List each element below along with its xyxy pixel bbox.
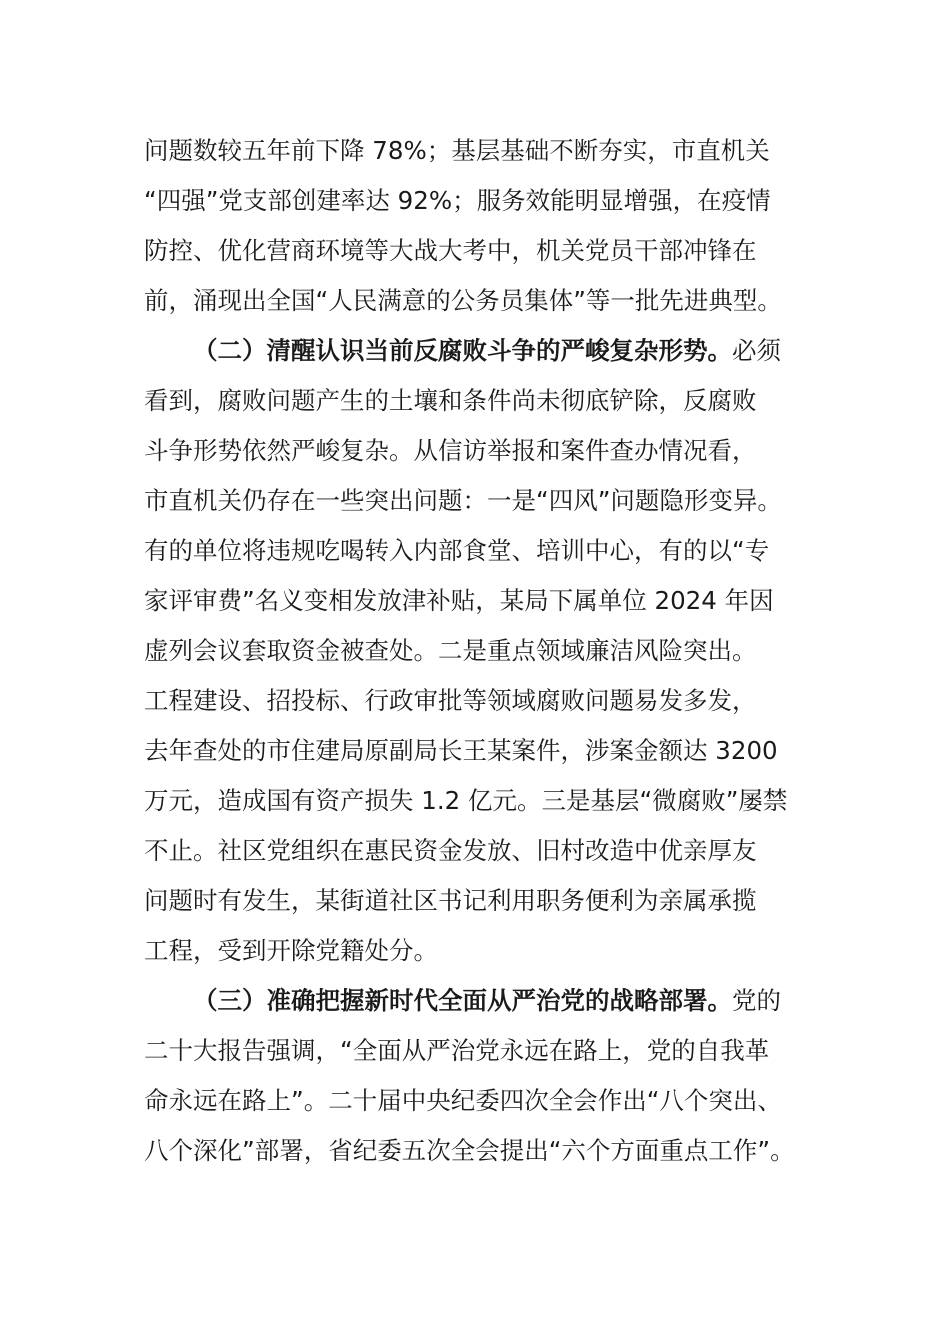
body-line: 防控、优化营商环境等大战大考中，机关党员干部冲锋在 [144,236,757,265]
section-heading-2: （二）清醒认识当前反腐败斗争的严峻复杂形势。 [193,336,732,365]
body-text: 必须 [732,336,781,365]
body-line: 不止。社区党组织在惠民资金发放、旧村改造中优亲厚友 [144,836,757,865]
body-text: 党的 [732,986,781,1015]
document-body [144,126,809,1176]
body-line: 前，涌现出全国“人民满意的公务员集体”等一批先进典型。 [144,286,782,315]
body-line: 工程建设、招投标、行政审批等领域腐败问题易发多发， [144,686,757,715]
body-line: 问题数较五年前下降 78%；基层基础不断夯实，市直机关 [144,136,770,165]
body-line: “四强”党支部创建率达 92%；服务效能明显增强，在疫情 [144,186,771,215]
body-line: 万元，造成国有资产损失 1.2 亿元。三是基层“微腐败”屡禁 [144,786,788,815]
body-line: 二十大报告强调，“全面从严治党永远在路上，党的自我革 [144,1036,770,1065]
section-heading-3: （三）准确把握新时代全面从严治党的战略部署。 [193,986,732,1015]
body-line: 去年查处的市住建局原副局长王某案件，涉案金额达 3200 [144,736,778,765]
body-line: 市直机关仍存在一些突出问题：一是“四风”问题隐形变异。 [144,486,782,515]
body-line: 斗争形势依然严峻复杂。从信访举报和案件查办情况看， [144,436,757,465]
body-line: 问题时有发生，某街道社区书记利用职务便利为亲属承揽 [144,886,757,915]
body-line: 看到，腐败问题产生的土壤和条件尚未彻底铲除，反腐败 [144,386,757,415]
body-line: 有的单位将违规吃喝转入内部食堂、培训中心，有的以“专 [144,536,770,565]
section-heading-line-2 [144,326,809,376]
body-line: 八个深化”部署，省纪委五次全会提出“六个方面重点工作”。 [144,1136,795,1165]
body-line: 虚列会议套取资金被查处。二是重点领域廉洁风险突出。 [144,636,757,665]
body-line: 工程，受到开除党籍处分。 [144,936,438,965]
body-line: 命永远在路上”。二十届中央纪委四次全会作出“八个突出、 [144,1086,782,1115]
body-line: 家评审费”名义变相发放津补贴，某局下属单位 2024 年因 [144,586,774,615]
section-heading-line-3 [144,976,809,1026]
